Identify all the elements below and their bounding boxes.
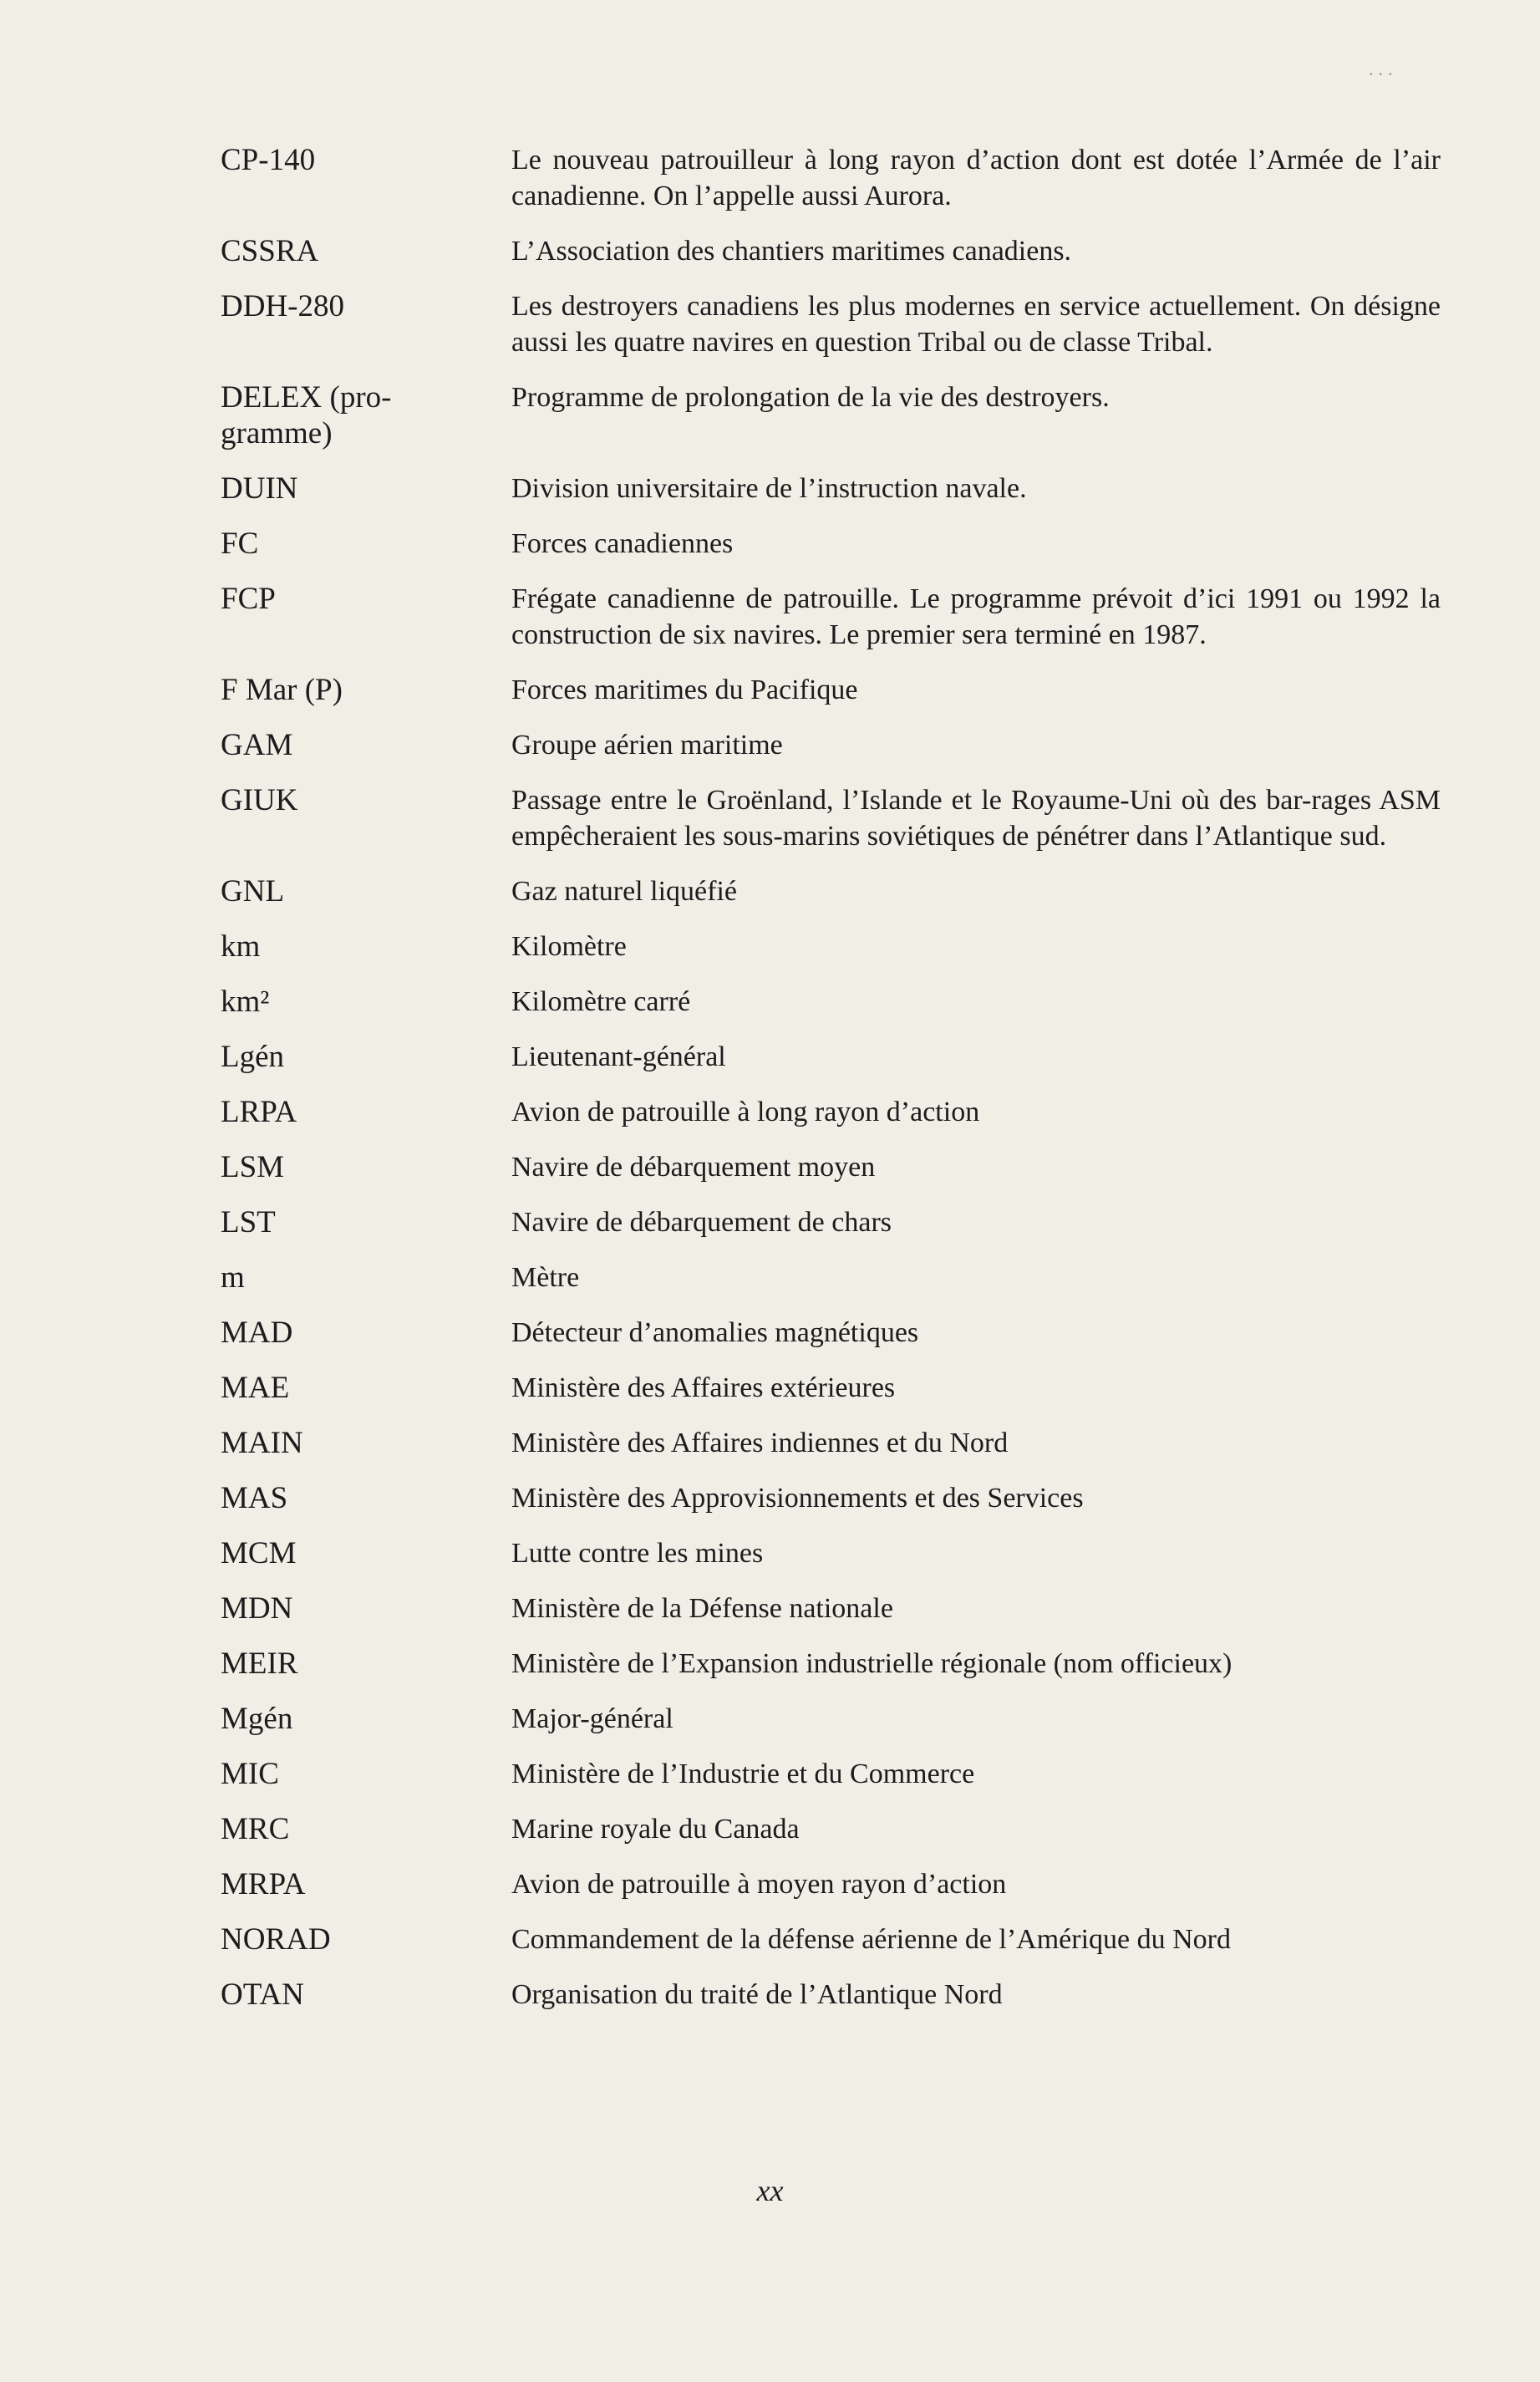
glossary-abbreviation: MAD	[221, 1316, 293, 1350]
glossary-entry	[221, 1480, 1441, 1516]
glossary-definition: Navire de débarquement de chars	[511, 1207, 892, 1238]
glossary-definition: Mètre	[511, 1262, 580, 1293]
glossary-definition: Gaz naturel liquéfié	[511, 876, 737, 907]
glossary-entry	[221, 1315, 1441, 1351]
glossary-definition: Avion de patrouille à long rayon d’action	[511, 1097, 980, 1127]
glossary-definition: Le nouveau patrouilleur à long rayon d’action dont est dotée l’Armée de l’air canadienne. On l’appelle aussi Aurora.	[511, 145, 1441, 211]
glossary-abbreviation: MAE	[221, 1371, 290, 1405]
glossary-abbreviation: MDN	[221, 1591, 293, 1626]
glossary-abbreviation: OTAN	[221, 1977, 304, 2012]
glossary-definition: Marine royale du Canada	[511, 1814, 800, 1845]
glossary-definition: Passage entre le Groënland, l’Islande et le Royaume-Uni où des bar-rages ASM empêcheraient les sous-marins soviétiques de pénétrer dans l’Atlantique sud.	[511, 785, 1441, 852]
glossary-abbreviation: m	[221, 1260, 245, 1295]
glossary-abbreviation: GAM	[221, 728, 293, 762]
glossary-entry	[221, 727, 1441, 763]
glossary-definition: Lutte contre les mines	[511, 1538, 764, 1569]
glossary-definition: Forces canadiennes	[511, 528, 734, 559]
glossary-definition: Ministère des Affaires extérieures	[511, 1372, 896, 1403]
glossary-abbreviation: MAIN	[221, 1426, 303, 1460]
glossary-abbreviation: Lgén	[221, 1040, 285, 1074]
glossary-definition: Division universitaire de l’instruction navale.	[511, 473, 1027, 504]
glossary-abbreviation: MRC	[221, 1812, 290, 1846]
glossary-definition: Lieutenant-général	[511, 1041, 726, 1072]
glossary-abbreviation: DUIN	[221, 471, 298, 506]
glossary-definition: Ministère de l’Industrie et du Commerce	[511, 1759, 975, 1789]
glossary-entry	[221, 1977, 1441, 2013]
glossary-entry	[221, 1866, 1441, 1902]
glossary-abbreviation: km	[221, 929, 261, 964]
glossary-definition: Navire de débarquement moyen	[511, 1152, 876, 1183]
glossary-entry	[221, 1756, 1441, 1792]
glossary-entry	[221, 984, 1441, 1020]
glossary-definition: Organisation du traité de l’Atlantique Nord	[511, 1979, 1003, 2010]
glossary-entry	[221, 782, 1441, 854]
glossary-definition: Kilomètre carré	[511, 986, 691, 1017]
glossary-entry	[221, 1149, 1441, 1185]
abbreviation-glossary	[221, 142, 1441, 2013]
glossary-abbreviation: MCM	[221, 1536, 297, 1570]
glossary-abbreviation: F Mar (P)	[221, 673, 343, 707]
glossary-abbreviation: km²	[221, 985, 270, 1019]
glossary-definition: Ministère de la Défense nationale	[511, 1593, 893, 1624]
glossary-definition: Forces maritimes du Pacifique	[511, 674, 858, 705]
page-number: xx	[756, 2174, 784, 2207]
glossary-definition: Groupe aérien maritime	[511, 730, 783, 761]
glossary-abbreviation: GNL	[221, 874, 285, 909]
glossary-definition: Avion de patrouille à moyen rayon d’action	[511, 1869, 1007, 1900]
glossary-abbreviation: Mgén	[221, 1702, 293, 1736]
glossary-definition: L’Association des chantiers maritimes canadiens.	[511, 236, 1072, 267]
glossary-abbreviation: MEIR	[221, 1647, 298, 1681]
glossary-abbreviation: MIC	[221, 1757, 279, 1791]
glossary-definition: Ministère de l’Expansion industrielle régionale (nom officieux)	[511, 1648, 1233, 1679]
glossary-entry	[221, 142, 1441, 214]
glossary-definition: Frégate canadienne de patrouille. Le programme prévoit d’ici 1991 ou 1992 la construction de six navires. Le premier sera terminé en 1987.	[511, 583, 1441, 650]
glossary-abbreviation: DDH-280	[221, 289, 344, 323]
corner-mark: ...	[1369, 59, 1398, 79]
glossary-entry	[221, 1646, 1441, 1682]
glossary-abbreviation: NORAD	[221, 1922, 331, 1957]
glossary-entry	[221, 1370, 1441, 1406]
glossary-abbreviation: MRPA	[221, 1867, 306, 1901]
glossary-entry	[221, 1921, 1441, 1957]
glossary-abbreviation: FC	[221, 527, 259, 561]
glossary-definition: Kilomètre	[511, 931, 627, 962]
glossary-entry	[221, 1204, 1441, 1240]
glossary-entry	[221, 526, 1441, 562]
glossary-abbreviation: DELEX (pro-gramme)	[221, 380, 392, 450]
glossary-abbreviation: LSM	[221, 1150, 285, 1184]
glossary-definition: Major-général	[511, 1703, 673, 1734]
glossary-definition: Ministère des Affaires indiennes et du Nord	[511, 1428, 1009, 1458]
glossary-abbreviation: LST	[221, 1205, 276, 1239]
glossary-definition: Programme de prolongation de la vie des destroyers.	[511, 382, 1110, 413]
glossary-entry	[221, 1701, 1441, 1737]
glossary-abbreviation: FCP	[221, 582, 276, 616]
glossary-entry	[221, 1094, 1441, 1130]
glossary-entry	[221, 1039, 1441, 1075]
glossary-abbreviation: CSSRA	[221, 234, 319, 268]
glossary-entry	[221, 288, 1441, 360]
glossary-entry	[221, 929, 1441, 965]
glossary-entry	[221, 1811, 1441, 1847]
glossary-definition: Ministère des Approvisionnements et des Services	[511, 1483, 1084, 1514]
glossary-abbreviation: CP-140	[221, 143, 316, 177]
glossary-definition: Commandement de la défense aérienne de l’Amérique du Nord	[511, 1924, 1232, 1955]
glossary-entry	[221, 233, 1441, 269]
glossary-entry	[221, 1425, 1441, 1461]
glossary-entry	[221, 1260, 1441, 1295]
glossary-entry	[221, 672, 1441, 708]
glossary-definition: Les destroyers canadiens les plus modernes en service actuellement. On désigne aussi les quatre navires en question Tribal ou de classe Tribal.	[511, 291, 1441, 358]
glossary-entry	[221, 873, 1441, 909]
glossary-entry	[221, 1535, 1441, 1571]
glossary-entry	[221, 581, 1441, 653]
glossary-entry	[221, 379, 1441, 451]
glossary-entry	[221, 471, 1441, 506]
glossary-definition: Détecteur d’anomalies magnétiques	[511, 1317, 919, 1348]
glossary-entry	[221, 1591, 1441, 1626]
glossary-abbreviation: GIUK	[221, 783, 298, 817]
glossary-abbreviation: MAS	[221, 1481, 288, 1515]
glossary-abbreviation: LRPA	[221, 1095, 297, 1129]
